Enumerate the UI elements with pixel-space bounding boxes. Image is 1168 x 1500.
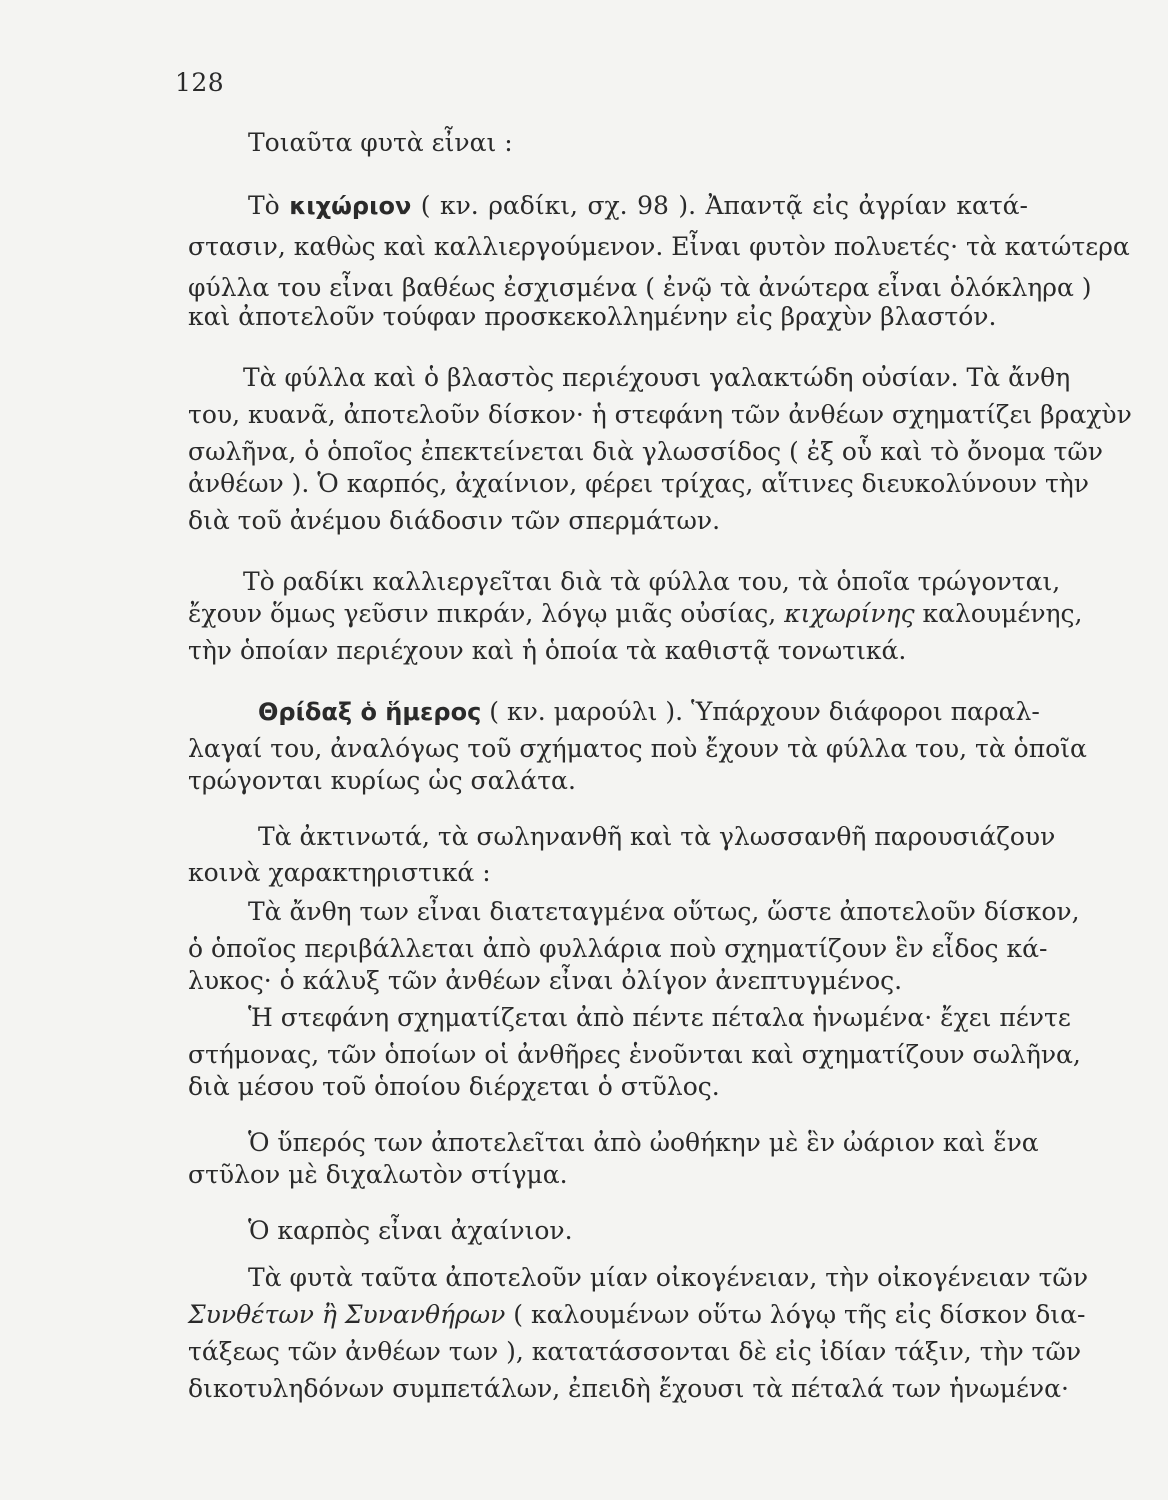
text-line: διὰ τοῦ ἀνέμου διάδοσιν τῶν σπερμάτων. — [188, 506, 721, 535]
text-line: τὴν ὁποίαν περιέχουν καὶ ἡ ὁποία τὰ καθιστᾷ τονωτικά. — [188, 636, 907, 665]
text-line: Τὸ ραδίκι καλλιεργεῖται διὰ τὰ φύλλα του, τὰ ὁποῖα τρώγονται, — [243, 567, 1061, 596]
text-line: στασιν, καθὼς καὶ καλλιεργούμενον. Εἶναι φυτὸν πολυετές· τὰ κατώτερα — [188, 232, 1130, 261]
text-line: Θρίδαξ ὁ ἥμερος ( κν. μαρούλι ). Ὑπάρχουν διάφοροι παραλ- — [258, 697, 1040, 726]
text-line: στήμονας, τῶν ὁποίων οἱ ἀνθῆρες ἑνοῦνται καὶ σχηματίζουν σωλῆνα, — [188, 1040, 1081, 1069]
text-line: Ὁ καρπὸς εἶναι ἀχαίνιον. — [248, 1216, 573, 1245]
text-line: ὁ ὁποῖος περιβάλλεται ἀπὸ φυλλάρια ποὺ σχηματίζουν ἓν εἶδος κά- — [188, 934, 1048, 963]
text-line: Συνθέτων ἢ Συνανθήρων ( καλουμένων οὕτω λόγῳ τῆς εἰς δίσκον δια- — [188, 1300, 1086, 1329]
term-synthetoi: Συνθέτων ἢ Συνανθήρων — [188, 1300, 506, 1329]
text-line: λαγαί του, ἀναλόγως τοῦ σχήματος ποὺ ἔχουν τὰ φύλλα του, τὰ ὁποῖα — [188, 734, 1087, 763]
text-line: Τὰ φυτὰ ταῦτα ἀποτελοῦν μίαν οἰκογένειαν, τὴν οἰκογένειαν τῶν — [248, 1263, 1089, 1292]
text-line: Τὰ ἀκτινωτά, τὰ σωληνανθῆ καὶ τὰ γλωσσανθῆ παρουσιάζουν — [258, 822, 1056, 851]
text-line: Τὸ κιχώριον ( κν. ραδίκι, σχ. 98 ). Ἀπαντᾷ εἰς ἀγρίαν κατά- — [248, 191, 1028, 220]
term-thridax: Θρίδαξ ὁ ἥμερος — [258, 698, 482, 726]
text-line: φύλλα του εἶναι βαθέως ἐσχισμένα ( ἐνῷ τὰ ἀνώτερα εἶναι ὁλόκληρα ) — [188, 273, 1092, 302]
term-kichorines: κιχωρίνης — [784, 599, 915, 628]
text-line: ἔχουν ὅμως γεῦσιν πικράν, λόγῳ μιᾶς οὐσίας, κιχωρίνης καλουμένης, — [188, 599, 1083, 628]
text-line: του, κυανᾶ, ἀποτελοῦν δίσκον· ἡ στεφάνη τῶν ἀνθέων σχηματίζει βραχὺν — [188, 400, 1132, 429]
text-line: ἀνθέων ). Ὁ καρπός, ἀχαίνιον, φέρει τρίχας, αἵτινες διευκολύνουν τὴν — [188, 469, 1089, 498]
text-line: τρώγονται κυρίως ὡς σαλάτα. — [188, 766, 576, 795]
text-line: σωλῆνα, ὁ ὁποῖος ἐπεκτείνεται διὰ γλωσσίδος ( ἐξ οὗ καὶ τὸ ὄνομα τῶν — [188, 437, 1103, 466]
text-line: Τοιαῦτα φυτὰ εἶναι : — [248, 128, 513, 157]
text-line: Τὰ ἄνθη των εἶναι διατεταγμένα οὕτως, ὥστε ἀποτελοῦν δίσκον, — [248, 897, 1080, 926]
text-line: καὶ ἀποτελοῦν τούφαν προσκεκολλημένην εἰς βραχὺν βλαστόν. — [188, 302, 997, 331]
text-line: Ἡ στεφάνη σχηματίζεται ἀπὸ πέντε πέταλα ἡνωμένα· ἔχει πέντε — [248, 1003, 1071, 1032]
text-line: τάξεως τῶν ἀνθέων των ), κατατάσσονται δὲ εἰς ἰδίαν τάξιν, τὴν τῶν — [188, 1337, 1082, 1366]
page-number: 128 — [175, 68, 225, 97]
text-line: λυκος· ὁ κάλυξ τῶν ἀνθέων εἶναι ὀλίγον ἀνεπτυγμένος. — [188, 966, 903, 995]
text-line: διὰ μέσου τοῦ ὁποίου διέρχεται ὁ στῦλος. — [188, 1072, 720, 1101]
text-line: δικοτυληδόνων συμπετάλων, ἐπειδὴ ἔχουσι τὰ πέταλά των ἡνωμένα· — [188, 1374, 1069, 1403]
text-line: Ὁ ὕπερός των ἀποτελεῖται ἀπὸ ὠοθήκην μὲ ἓν ὠάριον καὶ ἕνα — [248, 1128, 1039, 1157]
term-kichorion: κιχώριον — [289, 192, 412, 220]
text-line: κοινὰ χαρακτηριστικά : — [188, 858, 491, 887]
text-line: στῦλον μὲ διχαλωτὸν στίγμα. — [188, 1160, 568, 1189]
text-line: Τὰ φύλλα καὶ ὁ βλαστὸς περιέχουσι γαλακτώδη οὐσίαν. Τὰ ἄνθη — [243, 363, 1071, 392]
